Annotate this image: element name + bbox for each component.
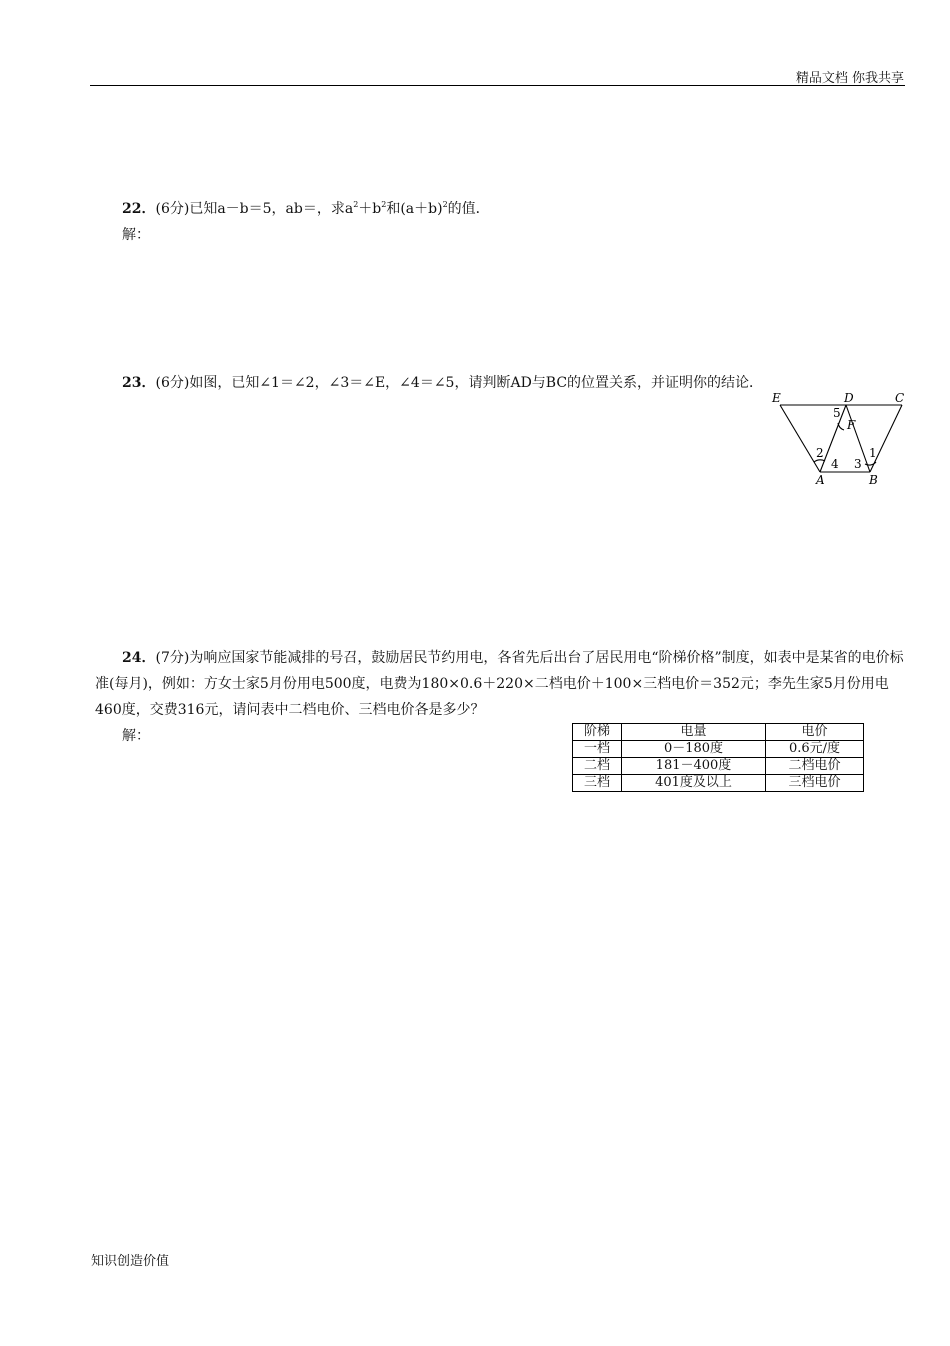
table-cell: 三档电价 [766,775,864,792]
exponent-2: 2 [381,200,387,209]
table-header-cell: 电价 [766,724,864,741]
table-header-cell: 电量 [622,724,766,741]
question-24 [95,645,907,723]
question-24-number: 24． [122,650,156,666]
exponent-1: 2 [353,200,359,209]
question-22-answer-label: 解： [122,227,150,243]
question-22-and: 和(a＋b) [386,201,443,217]
geometry-figure [768,390,913,490]
table-cell: 一档 [573,741,622,758]
label-angle-2: 2 [816,446,824,460]
header-rule [90,85,905,86]
label-angle-1: 1 [869,446,877,460]
footer-text: 知识创造价值 [91,1254,170,1269]
question-22-tail: 的值． [447,201,490,217]
question-23 [122,372,763,392]
table-row [573,775,864,792]
label-d: D [844,391,854,405]
question-22-number: 22． [122,201,156,217]
label-e: E [772,391,781,405]
line-cb [870,405,902,472]
table-cell: 二档电价 [766,758,864,775]
table-cell: 0.6元/度 [766,741,864,758]
label-f: F [847,418,856,432]
label-angle-4: 4 [831,457,839,471]
question-23-number: 23． [122,375,156,391]
table-cell: 0－180度 [622,741,766,758]
table-cell: 二档 [573,758,622,775]
table-header-cell: 阶梯 [573,724,622,741]
header-text: 精品文档 你我共享 [795,71,904,86]
question-22-plus: ＋b [358,201,382,217]
label-c: C [895,391,905,405]
price-table [572,723,864,792]
table-cell: 三档 [573,775,622,792]
question-23-text: (6分)如图，已知∠1＝∠2，∠3＝∠E，∠4＝∠5，请判断AD与BC的位置关系，并证明你的结论． [155,375,764,391]
table-header-row [573,724,864,741]
label-b: B [869,473,878,487]
table-cell: 181－400度 [622,758,766,775]
question-24-answer-label: 解： [122,728,150,744]
question-22-intro: (6分)已知a－b＝5，ab＝，求a [155,201,354,217]
label-angle-5: 5 [833,406,841,420]
table-row [573,741,864,758]
question-22 [122,198,490,218]
table-row [573,758,864,775]
label-angle-3: 3 [854,457,862,471]
table-cell: 401度及以上 [622,775,766,792]
angle-arc-2 [814,460,825,462]
label-a: A [816,473,825,487]
question-24-text: (7分)为响应国家节能减排的号召，鼓励居民节约用电，各省先后出台了居民用电“阶梯价格”制度，如表中是某省的电价标准(每月)，例如：方女士家5月份用电500度，电费为180×0.6＋220×二档电价＋100×三档电价＝352元；李先生家5月份用电460度，交费316元，请问表中二档电价、三档电价各是多少？ [95,650,904,718]
exponent-3: 2 [442,200,448,209]
